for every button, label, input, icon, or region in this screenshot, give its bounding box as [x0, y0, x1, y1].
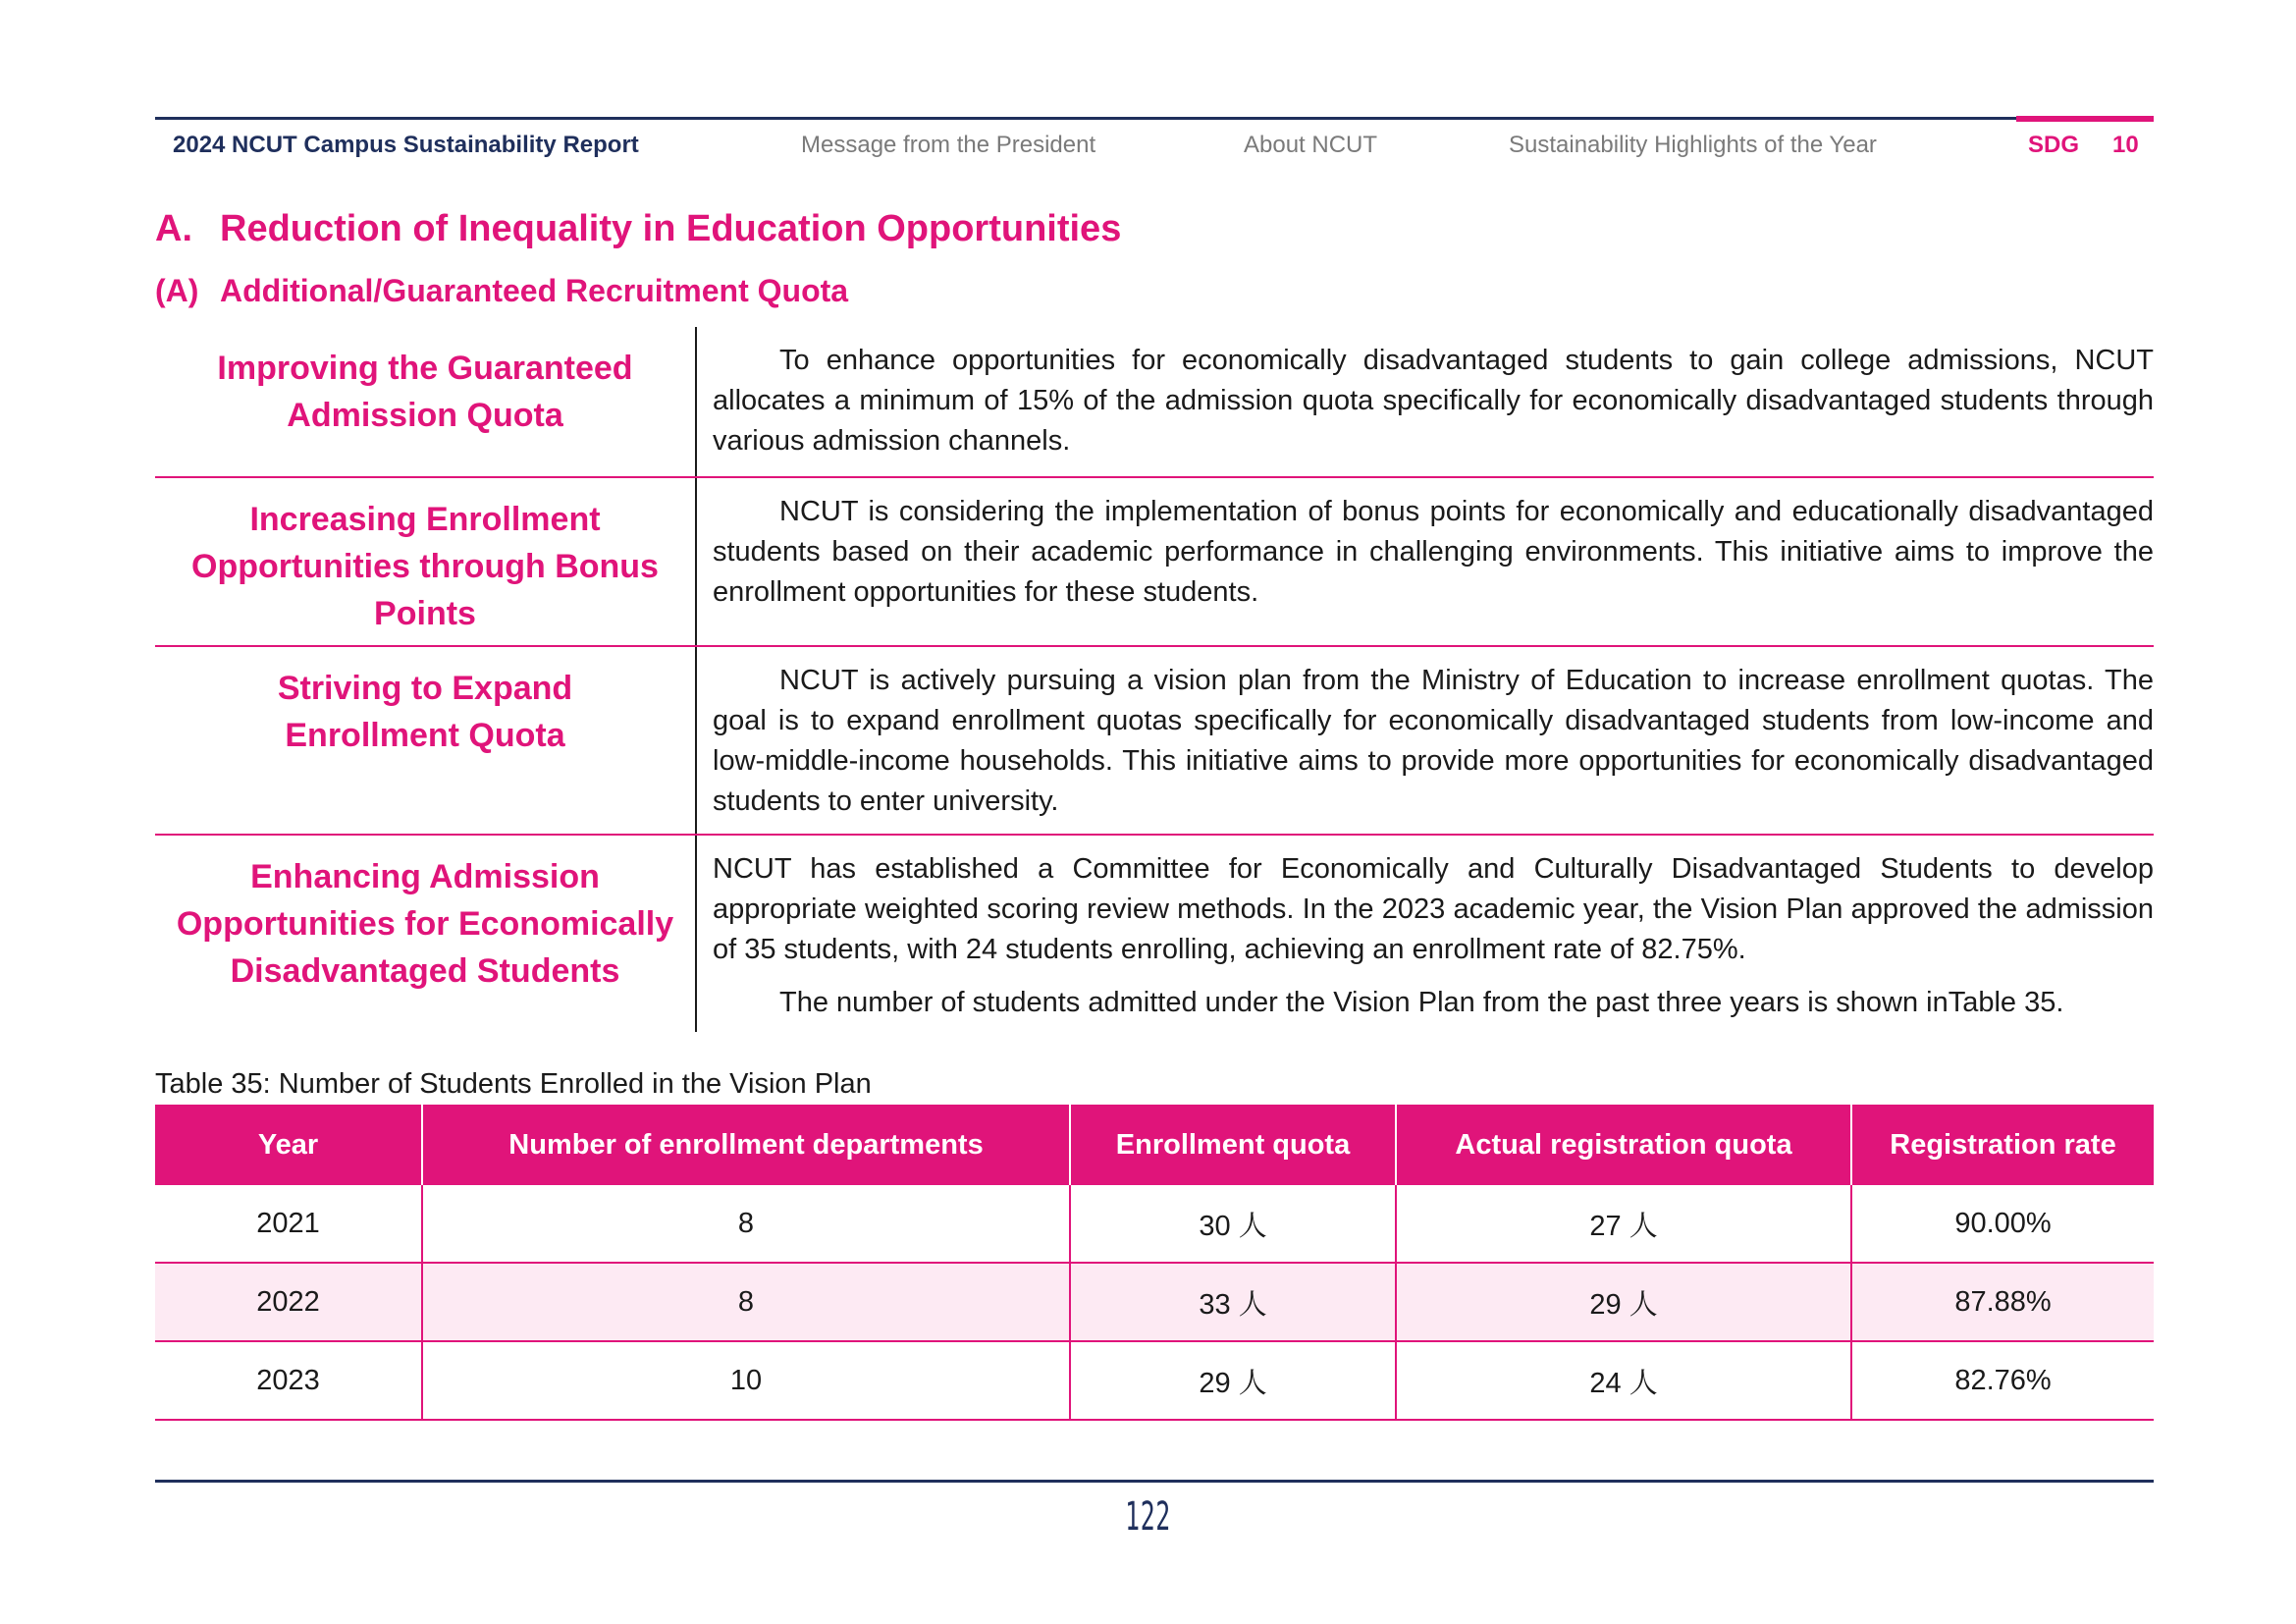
subsection-title-text: Additional/Guaranteed Recruitment Quota — [220, 273, 849, 308]
topic-heading — [155, 836, 697, 1032]
sdg-label: SDG — [2028, 132, 2080, 158]
sdg-number: 10 — [2112, 132, 2139, 158]
table-cell: 2021 — [155, 1185, 422, 1263]
nav-about-ncut[interactable]: About NCUT — [1244, 132, 1378, 158]
table-row — [155, 1341, 2154, 1420]
table-row — [155, 1185, 2154, 1263]
topic-heading-line: Disadvantaged Students — [230, 952, 620, 990]
topic-body — [697, 478, 2154, 645]
column-header-year: Year — [155, 1105, 422, 1185]
topic-heading-line: Enrollment Quota — [285, 717, 565, 754]
section-number: A. — [155, 208, 192, 249]
topic-paragraph: The number of students admitted under the Vision Plan from the past three years is shown inTable 35. — [779, 987, 2064, 1018]
table-cell: 30 人 — [1070, 1185, 1396, 1263]
nav-message-from-president[interactable]: Message from the President — [801, 132, 1096, 158]
table-cell: 2023 — [155, 1341, 422, 1420]
table-cell: 90.00% — [1851, 1185, 2154, 1263]
vision-plan-table — [155, 1105, 2154, 1421]
table-cell: 29 人 — [1396, 1263, 1851, 1341]
nav-sustainability-highlights[interactable]: Sustainability Highlights of the Year — [1509, 132, 1877, 158]
topic-list — [155, 327, 2154, 1032]
table-cell: 27 人 — [1396, 1185, 1851, 1263]
column-header-enrollment-quota: Enrollment quota — [1070, 1105, 1396, 1185]
topic-paragraph: NCUT is actively pursuing a vision plan from the Ministry of Education to increase enrollment quotas. The goal is to expand enrollment quotas specifically for economically disadvantaged students from low-income and low-middle-income households. This initiative aims to provide more opportunities for economically disadvantaged students to enter university. — [713, 665, 2154, 817]
header-rule — [155, 117, 2016, 120]
subsection-number: (A) — [155, 273, 199, 308]
topic-row — [155, 647, 2154, 836]
topic-heading-line: Striving to Expand — [277, 670, 573, 707]
column-header-registration-rate: Registration rate — [1851, 1105, 2154, 1185]
page-number: 122 — [1125, 1494, 1171, 1540]
topic-row — [155, 327, 2154, 478]
topic-paragraph: NCUT has established a Committee for Economically and Culturally Disadvantaged Students to develop appropriate weighted scoring review methods. In the 2023 academic year, the Vision Plan approved the admission of 35 students, with 24 students enrolling, achieving an enrollment rate of 82.75%. — [713, 853, 2154, 965]
table-header-row — [155, 1105, 2154, 1185]
report-title: 2024 NCUT Campus Sustainability Report — [173, 132, 639, 158]
topic-body — [697, 836, 2154, 1032]
topic-heading-line: Increasing Enrollment — [249, 501, 601, 538]
table-cell: 10 — [422, 1341, 1070, 1420]
table-cell: 87.88% — [1851, 1263, 2154, 1341]
subsection-title — [155, 273, 848, 309]
topic-row — [155, 836, 2154, 1032]
topic-body — [697, 647, 2154, 834]
table-caption: Table 35: Number of Students Enrolled in the Vision Plan — [155, 1068, 872, 1100]
topic-heading-line: Improving the Guaranteed — [217, 350, 633, 387]
topic-heading-line: Opportunities for Economically — [176, 905, 674, 943]
table-cell: 33 人 — [1070, 1263, 1396, 1341]
column-header-registration-quota: Actual registration quota — [1396, 1105, 1851, 1185]
table-cell: 8 — [422, 1185, 1070, 1263]
topic-heading — [155, 478, 697, 645]
footer-rule — [155, 1480, 2154, 1483]
header-accent-bar — [2016, 116, 2154, 122]
table-cell: 82.76% — [1851, 1341, 2154, 1420]
table-cell: 29 人 — [1070, 1341, 1396, 1420]
topic-heading — [155, 327, 697, 476]
topic-paragraph: To enhance opportunities for economically disadvantaged students to gain college admissions, NCUT allocates a minimum of 15% of the admission quota specifically for economically disadvantaged students through various admission channels. — [713, 345, 2154, 457]
topic-heading-line: Opportunities through Bonus — [191, 548, 659, 585]
table-cell: 2022 — [155, 1263, 422, 1341]
table-cell: 24 人 — [1396, 1341, 1851, 1420]
topic-heading-line: Points — [374, 595, 476, 632]
topic-paragraph: NCUT is considering the implementation of bonus points for economically and educationally disadvantaged students based on their academic performance in challenging environments. This initiative aims to improve the enrollment opportunities for these students. — [713, 496, 2154, 608]
sdg-tag[interactable] — [2028, 131, 2139, 160]
section-title-text: Reduction of Inequality in Education Opportunities — [220, 208, 1122, 249]
topic-heading-line: Admission Quota — [287, 397, 563, 434]
topic-row — [155, 478, 2154, 647]
section-title — [155, 208, 1121, 250]
topic-body — [697, 327, 2154, 476]
topic-heading-line: Enhancing Admission — [250, 858, 600, 895]
table-cell: 8 — [422, 1263, 1070, 1341]
column-header-departments: Number of enrollment departments — [422, 1105, 1070, 1185]
table-row — [155, 1263, 2154, 1341]
topic-heading — [155, 647, 697, 834]
